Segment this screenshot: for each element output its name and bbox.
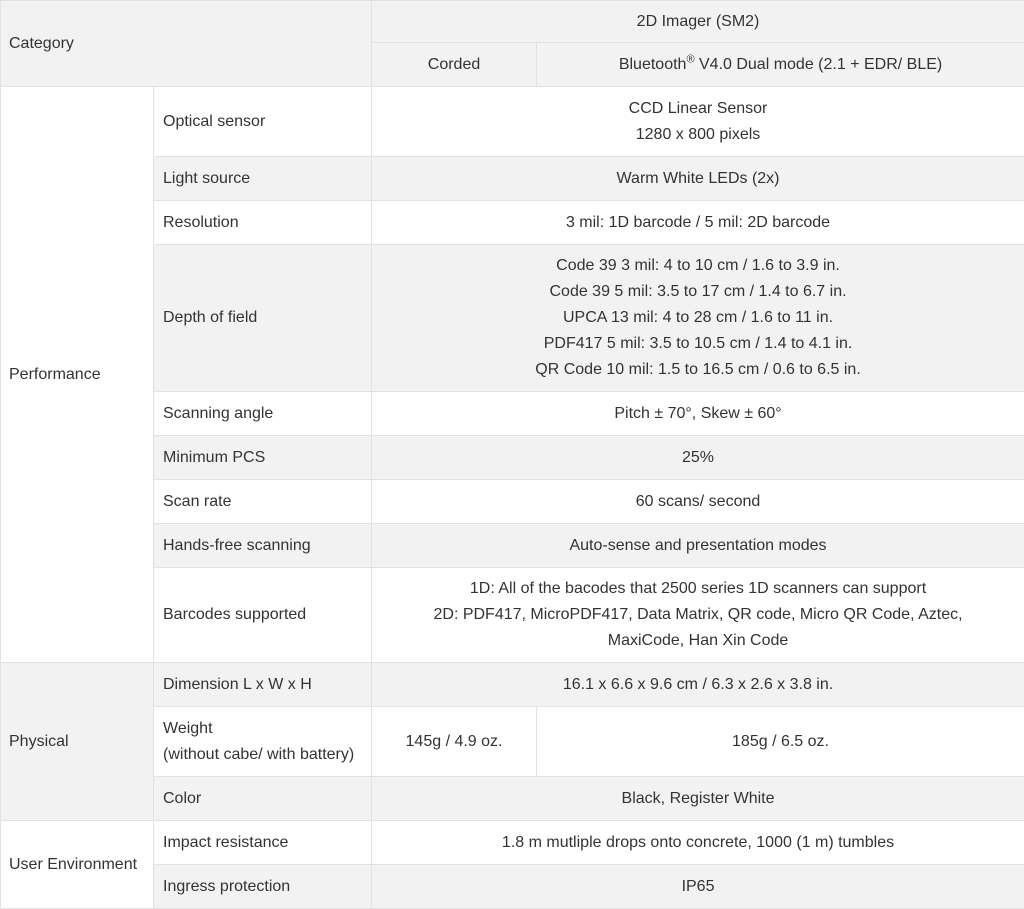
header-row-model xyxy=(1,1,1024,43)
value-ingress: IP65 xyxy=(372,865,1024,909)
value-hands-free: Auto-sense and presentation modes xyxy=(372,524,1024,568)
label-scanning-angle: Scanning angle xyxy=(154,392,372,436)
value-impact: 1.8 m mutliple drops onto concrete, 1000 (1 m) tumbles xyxy=(372,821,1024,865)
label-barcodes: Barcodes supported xyxy=(154,568,372,663)
value-optical-sensor: CCD Linear Sensor 1280 x 800 pixels xyxy=(372,87,1024,157)
label-minimum-pcs: Minimum PCS xyxy=(154,436,372,480)
label-color: Color xyxy=(154,777,372,821)
value-depth-of-field: Code 39 3 mil: 4 to 10 cm / 1.6 to 3.9 in. Code 39 5 mil: 3.5 to 17 cm / 1.4 to 6.7 in. UPCA 13 mil: 4 to 28 cm / 1.6 to 11 in. PDF417 5 mil: 3.5 to 10.5 cm / 1.4 to 4.1 in. QR Code 10 mil: 1.5 to 16.5 cm / 0.6 to 6.5 in. xyxy=(372,245,1024,392)
row-scanning-angle xyxy=(1,392,1024,436)
label-weight: Weight (without cabe/ with battery) xyxy=(154,707,372,777)
row-impact xyxy=(1,821,1024,865)
label-light-source: Light source xyxy=(154,157,372,201)
label-impact: Impact resistance xyxy=(154,821,372,865)
label-optical-sensor: Optical sensor xyxy=(154,87,372,157)
row-ingress xyxy=(1,865,1024,909)
value-weight-corded: 145g / 4.9 oz. xyxy=(372,707,537,777)
section-user-environment: User Environment xyxy=(1,821,154,909)
value-scan-rate: 60 scans/ second xyxy=(372,480,1024,524)
category-header: Category xyxy=(1,1,372,87)
registered-mark: ® xyxy=(686,53,694,65)
label-scan-rate: Scan rate xyxy=(154,480,372,524)
row-hands-free xyxy=(1,524,1024,568)
value-minimum-pcs: 25% xyxy=(372,436,1024,480)
value-light-source: Warm White LEDs (2x) xyxy=(372,157,1024,201)
value-scanning-angle: Pitch ± 70°, Skew ± 60° xyxy=(372,392,1024,436)
value-resolution: 3 mil: 1D barcode / 5 mil: 2D barcode xyxy=(372,201,1024,245)
row-resolution xyxy=(1,201,1024,245)
section-physical: Physical xyxy=(1,663,154,821)
label-dimension: Dimension L x W x H xyxy=(154,663,372,707)
row-barcodes xyxy=(1,568,1024,663)
value-weight-bluetooth: 185g / 6.5 oz. xyxy=(537,707,1024,777)
label-ingress: Ingress protection xyxy=(154,865,372,909)
variant-bluetooth: Bluetooth® V4.0 Dual mode (2.1 + EDR/ BLE) xyxy=(537,43,1024,87)
row-optical-sensor xyxy=(1,87,1024,157)
row-depth-of-field xyxy=(1,245,1024,392)
row-light-source xyxy=(1,157,1024,201)
row-color xyxy=(1,777,1024,821)
value-barcodes: 1D: All of the bacodes that 2500 series 1D scanners can support 2D: PDF417, MicroPDF417, Data Matrix, QR code, Micro QR Code, Aztec, MaxiCode, Han Xin Code xyxy=(372,568,1024,663)
model-header: 2D Imager (SM2) xyxy=(372,1,1024,43)
variant-corded: Corded xyxy=(372,43,537,87)
label-resolution: Resolution xyxy=(154,201,372,245)
section-performance: Performance xyxy=(1,87,154,663)
label-hands-free: Hands-free scanning xyxy=(154,524,372,568)
row-minimum-pcs xyxy=(1,436,1024,480)
value-color: Black, Register White xyxy=(372,777,1024,821)
row-dimension xyxy=(1,663,1024,707)
label-depth-of-field: Depth of field xyxy=(154,245,372,392)
row-weight xyxy=(1,707,1024,777)
value-dimension: 16.1 x 6.6 x 9.6 cm / 6.3 x 2.6 x 3.8 in. xyxy=(372,663,1024,707)
row-scan-rate xyxy=(1,480,1024,524)
